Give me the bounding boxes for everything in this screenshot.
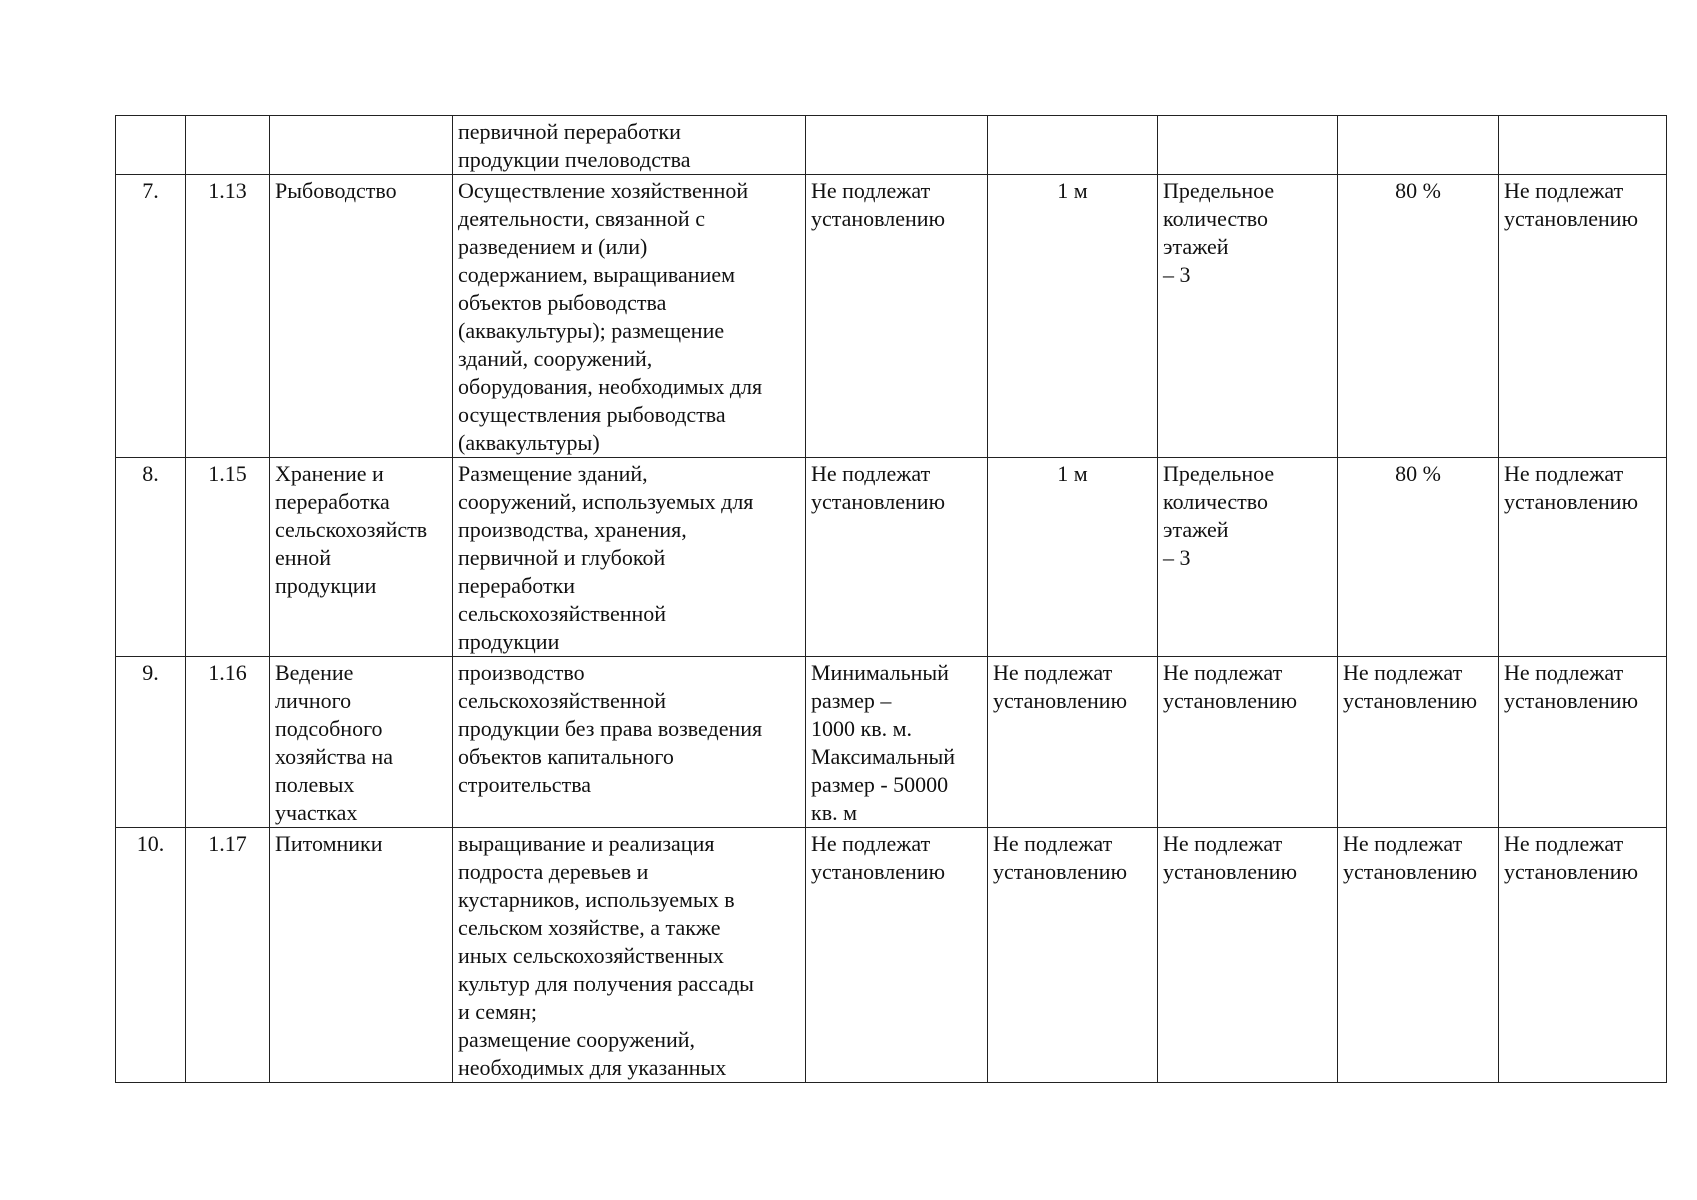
plot-size-cell: Минимальный размер – 1000 кв. м. Максимальный размер - 50000 кв. м bbox=[806, 657, 988, 828]
description-cell: производство сельскохозяйственной продукции без права возведения объектов капитального строительства bbox=[453, 657, 806, 828]
description-cell: первичной переработки продукции пчеловодства bbox=[453, 116, 806, 175]
other-cell: Не подлежат установлению bbox=[1499, 828, 1667, 1083]
row-number-cell: 7. bbox=[116, 175, 186, 458]
regulations-table bbox=[115, 115, 1667, 1083]
other-cell bbox=[1499, 116, 1667, 175]
row-number-cell: 9. bbox=[116, 657, 186, 828]
coverage-cell: Не подлежат установлению bbox=[1338, 657, 1499, 828]
code-cell: 1.16 bbox=[186, 657, 270, 828]
floors-cell: Предельное количество этажей – 3 bbox=[1158, 175, 1338, 458]
row-number-cell bbox=[116, 116, 186, 175]
floors-cell: Не подлежат установлению bbox=[1158, 657, 1338, 828]
row-number-cell: 10. bbox=[116, 828, 186, 1083]
coverage-cell: 80 % bbox=[1338, 458, 1499, 657]
plot-size-cell: Не подлежат установлению bbox=[806, 175, 988, 458]
table-row bbox=[116, 458, 1667, 657]
row-number-cell: 8. bbox=[116, 458, 186, 657]
use-name-cell bbox=[270, 116, 453, 175]
use-name-cell: Питомники bbox=[270, 828, 453, 1083]
setback-cell bbox=[988, 116, 1158, 175]
use-name-cell: Рыбоводство bbox=[270, 175, 453, 458]
code-cell: 1.15 bbox=[186, 458, 270, 657]
use-name-cell: Хранение и переработка сельскохозяйств енной продукции bbox=[270, 458, 453, 657]
table-row bbox=[116, 657, 1667, 828]
table-row bbox=[116, 175, 1667, 458]
description-cell: Осуществление хозяйственной деятельности, связанной с разведением и (или) содержанием, выращиванием объектов рыбоводства (аквакультуры); размещение зданий, сооружений, оборудования, необходимых для осуществления рыбоводства (аквакультуры) bbox=[453, 175, 806, 458]
use-name-cell: Ведение личного подсобного хозяйства на полевых участках bbox=[270, 657, 453, 828]
setback-cell: Не подлежат установлению bbox=[988, 828, 1158, 1083]
code-cell: 1.17 bbox=[186, 828, 270, 1083]
coverage-cell bbox=[1338, 116, 1499, 175]
plot-size-cell: Не подлежат установлению bbox=[806, 458, 988, 657]
floors-cell: Предельное количество этажей – 3 bbox=[1158, 458, 1338, 657]
description-cell: Размещение зданий, сооружений, используемых для производства, хранения, первичной и глубокой переработки сельскохозяйственной продукции bbox=[453, 458, 806, 657]
setback-cell: 1 м bbox=[988, 458, 1158, 657]
setback-cell: 1 м bbox=[988, 175, 1158, 458]
floors-cell bbox=[1158, 116, 1338, 175]
code-cell: 1.13 bbox=[186, 175, 270, 458]
coverage-cell: 80 % bbox=[1338, 175, 1499, 458]
table-row bbox=[116, 116, 1667, 175]
other-cell: Не подлежат установлению bbox=[1499, 657, 1667, 828]
setback-cell: Не подлежат установлению bbox=[988, 657, 1158, 828]
other-cell: Не подлежат установлению bbox=[1499, 175, 1667, 458]
table-row bbox=[116, 828, 1667, 1083]
plot-size-cell: Не подлежат установлению bbox=[806, 828, 988, 1083]
code-cell bbox=[186, 116, 270, 175]
other-cell: Не подлежат установлению bbox=[1499, 458, 1667, 657]
plot-size-cell bbox=[806, 116, 988, 175]
description-cell: выращивание и реализация подроста деревьев и кустарников, используемых в сельском хозяйстве, а также иных сельскохозяйственных культур для получения рассады и семян; размещение сооружений, необходимых для указанных bbox=[453, 828, 806, 1083]
floors-cell: Не подлежат установлению bbox=[1158, 828, 1338, 1083]
coverage-cell: Не подлежат установлению bbox=[1338, 828, 1499, 1083]
